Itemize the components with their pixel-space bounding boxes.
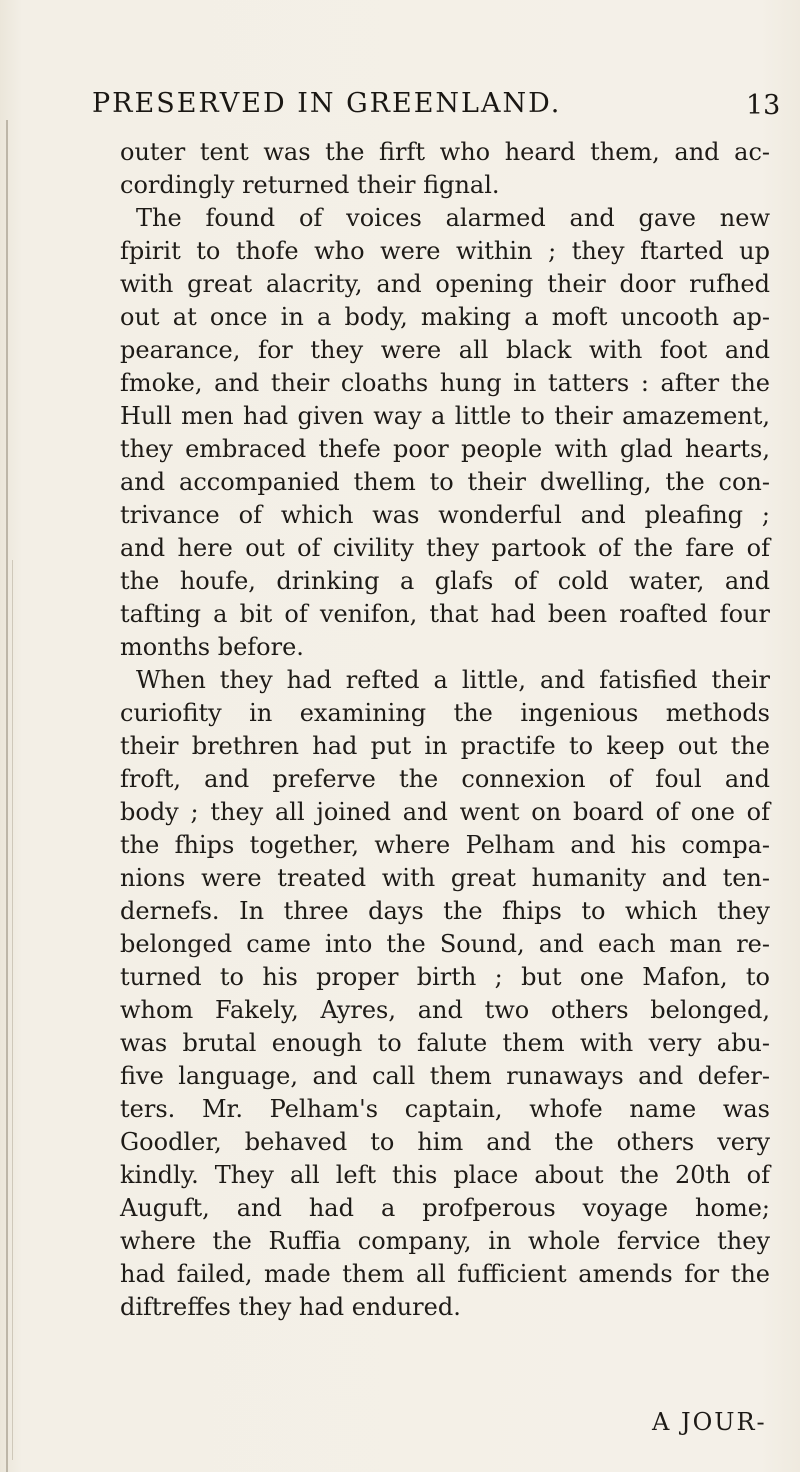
text-line: months before. — [120, 633, 304, 661]
text-line: pearance, for they were all black with foot and — [120, 336, 770, 364]
binding-gutter-inner — [12, 560, 13, 1460]
text-line: and here out of civility they partook of the fare of — [120, 534, 770, 562]
text-line: dernefs. In three days the fhips to which they — [120, 897, 770, 925]
text-line: cordingly returned their fignal. — [120, 171, 500, 199]
text-line: body ; they all joined and went on board of one of — [120, 798, 770, 826]
text-line: outer tent was the firft who heard them, and ac- — [120, 138, 770, 166]
text-line: the houfe, drinking a glafs of cold water, and — [120, 567, 770, 595]
text-line: trivance of which was wonderful and pleafing ; — [120, 501, 770, 529]
text-line: was brutal enough to falute them with very abu- — [120, 1029, 770, 1057]
text-line: curiofity in examining the ingenious methods — [120, 699, 770, 727]
text-line: with great alacrity, and opening their door rufhed — [120, 270, 770, 298]
text-line: When they had refted a little, and fatisfied their — [136, 666, 770, 694]
text-line: kindly. They all left this place about the 20th of — [120, 1161, 770, 1189]
page-header — [92, 88, 781, 128]
text-line: belonged came into the Sound, and each man re- — [120, 930, 770, 958]
text-line: The found of voices alarmed and gave new — [136, 204, 770, 232]
text-line: out at once in a body, making a moft uncooth ap- — [120, 303, 770, 331]
text-line: Goodler, behaved to him and the others very — [120, 1128, 770, 1156]
text-line: diftreffes they had endured. — [120, 1293, 461, 1321]
text-line: five language, and call them runaways and defer- — [120, 1062, 770, 1090]
text-line: the fhips together, where Pelham and his compa- — [120, 831, 770, 859]
catchword: A JOUR- — [652, 1408, 767, 1436]
text-line: tafting a bit of venifon, that had been roafted four — [120, 600, 770, 628]
text-line: nions were treated with great humanity and ten- — [120, 864, 770, 892]
text-line: their brethren had put in practife to keep out the — [120, 732, 770, 760]
text-line: Hull men had given way a little to their amazement, — [120, 402, 770, 430]
text-line: whom Fakely, Ayres, and two others belonged, — [120, 996, 770, 1024]
text-line: where the Ruffia company, in whole fervice they — [120, 1227, 770, 1255]
running-head: PRESERVED IN GREENLAND. — [92, 88, 562, 119]
body-text — [120, 136, 770, 1324]
text-line: Auguft, and had a profperous voyage home; — [120, 1194, 770, 1222]
page-number: 13 — [746, 90, 781, 121]
text-line: had failed, made them all fufficient amends for the — [120, 1260, 770, 1288]
text-line: froft, and preferve the connexion of foul and — [120, 765, 770, 793]
text-line: fpirit to thofe who were within ; they ftarted up — [120, 237, 770, 265]
text-line: they embraced thefe poor people with glad hearts, — [120, 435, 770, 463]
text-line: fmoke, and their cloaths hung in tatters : after the — [120, 369, 770, 397]
text-line: turned to his proper birth ; but one Mafon, to — [120, 963, 770, 991]
text-line: and accompanied them to their dwelling, the con- — [120, 468, 770, 496]
text-line: ters. Mr. Pelham's captain, whofe name was — [120, 1095, 770, 1123]
binding-gutter — [6, 120, 8, 1472]
